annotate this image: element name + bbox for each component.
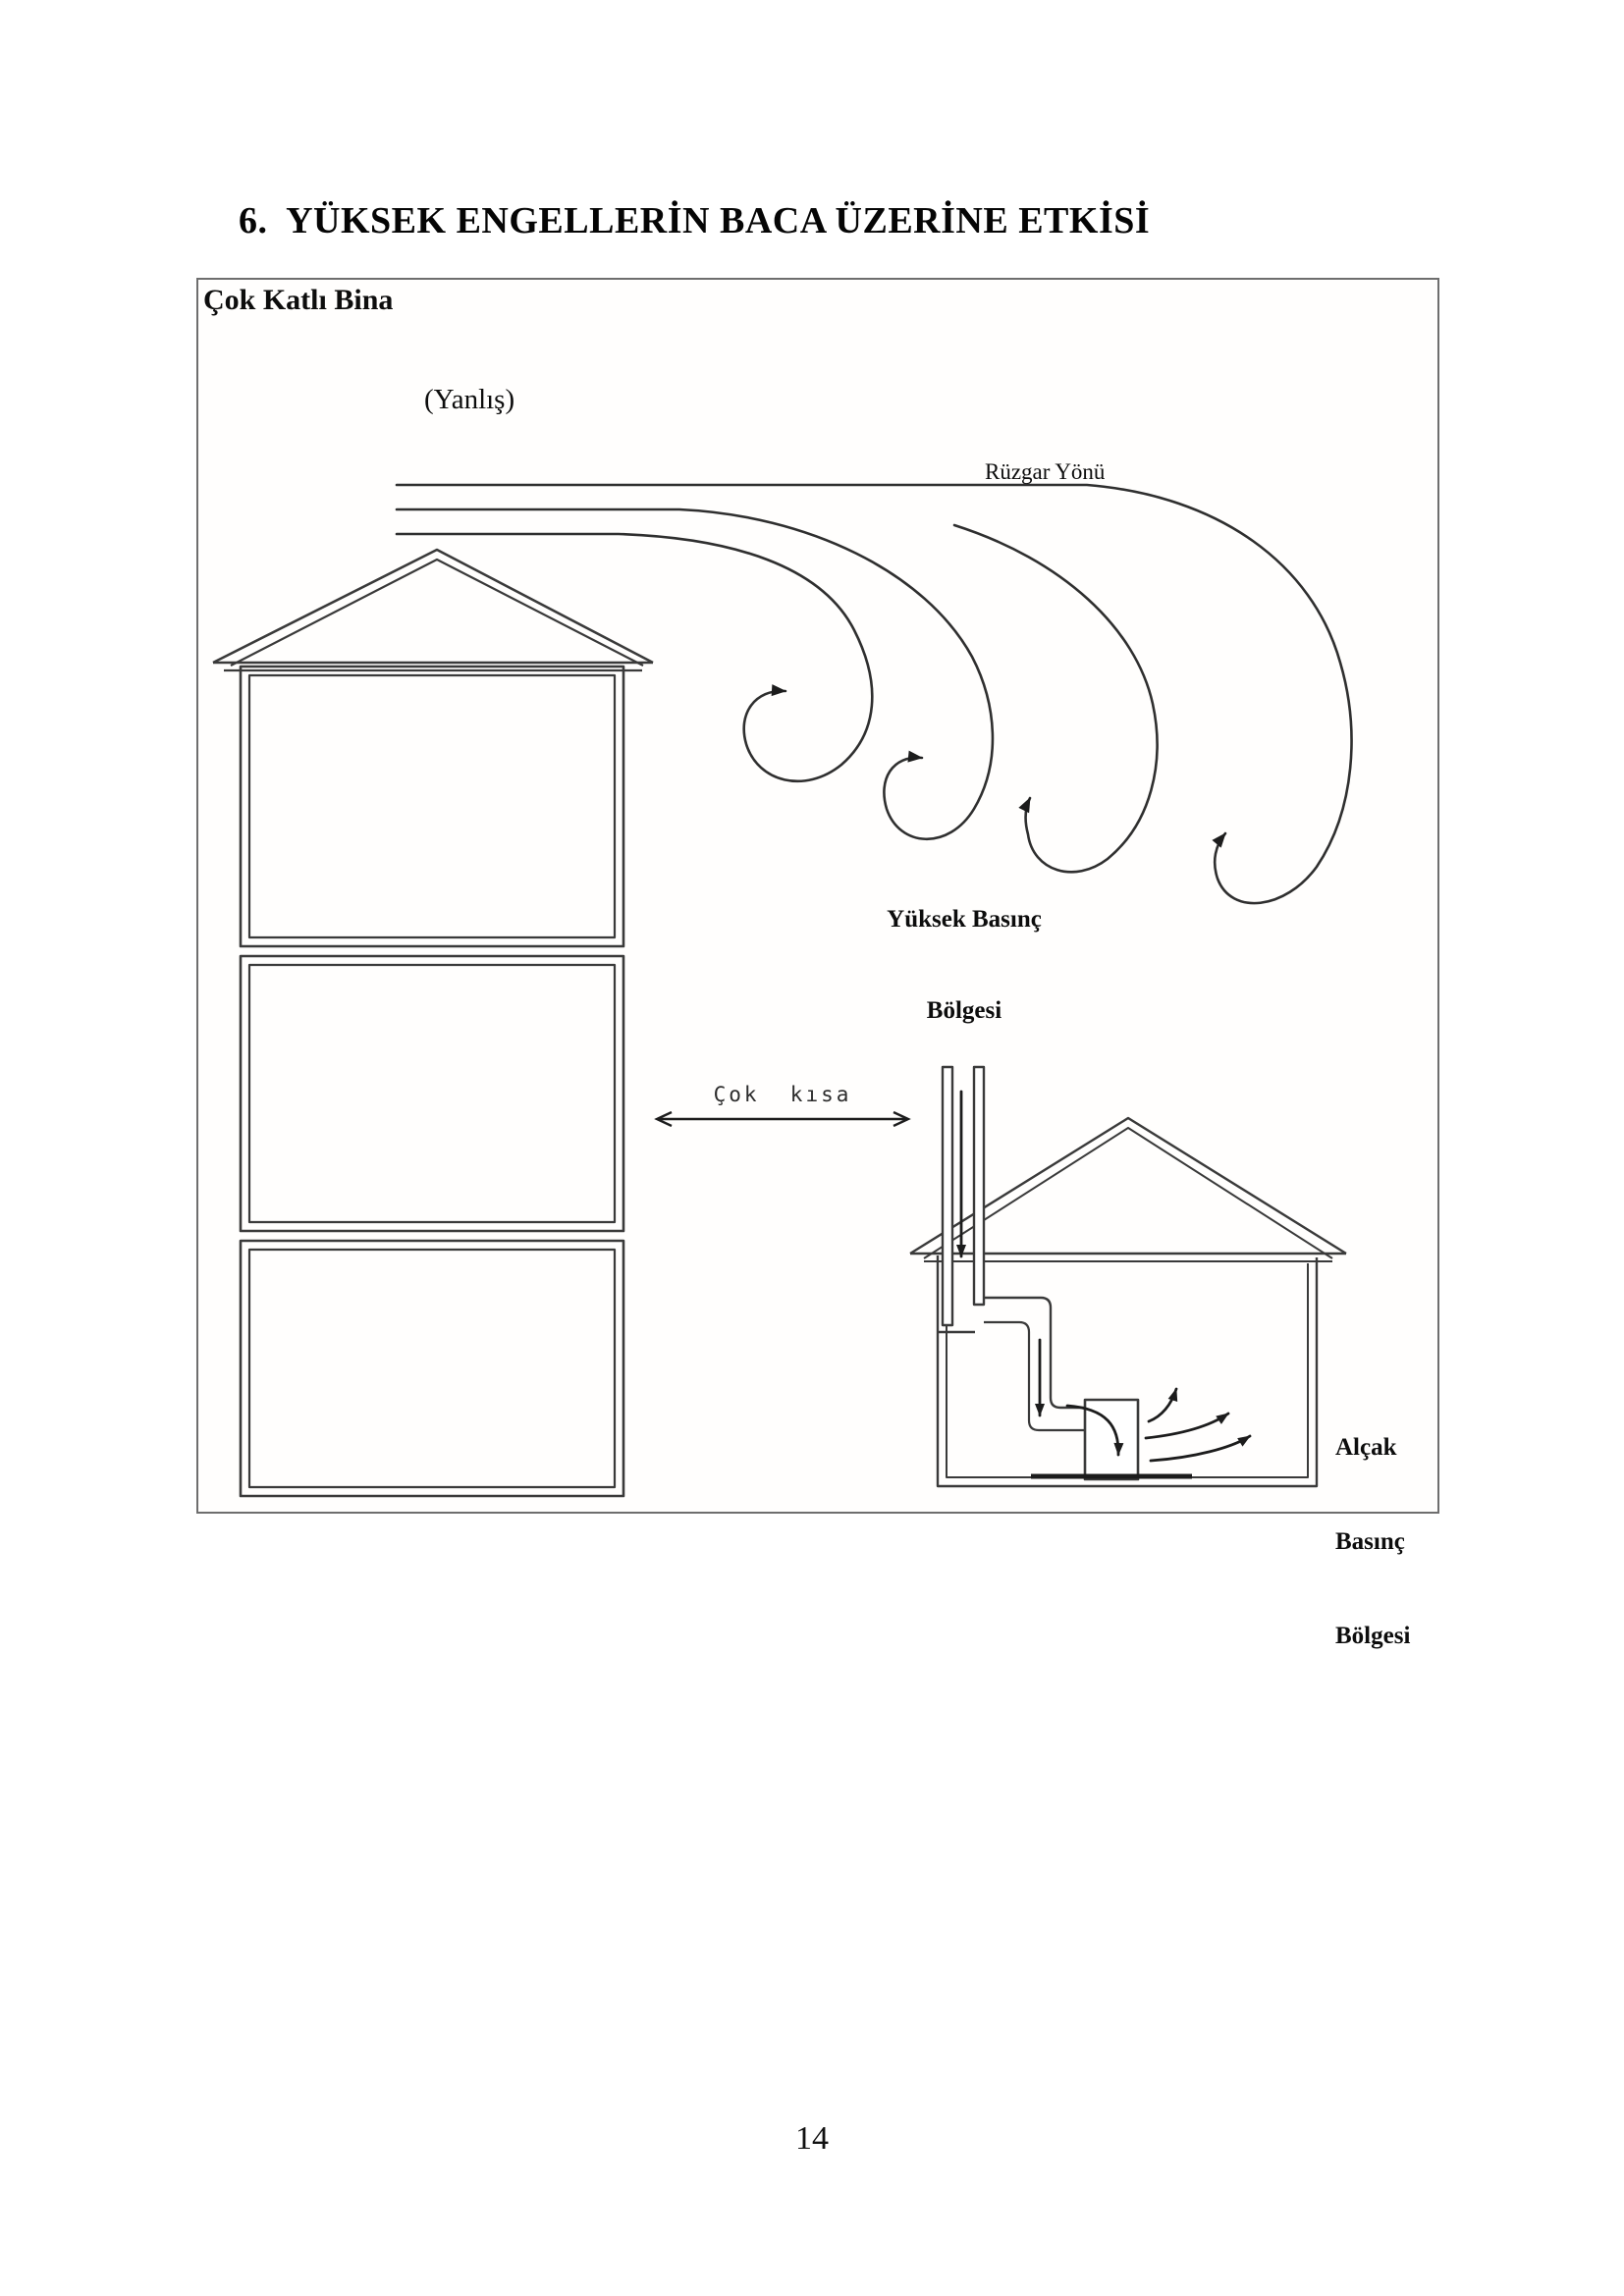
wind-line-curl-2 [397, 509, 993, 839]
multi-storey-building-label: Çok Katlı Bina [203, 284, 394, 316]
diagram-canvas [198, 280, 1437, 1512]
flue-duct [984, 1298, 1085, 1430]
wind-direction-label: Rüzgar Yönü [985, 459, 1106, 484]
low-pressure-line3: Bölgesi [1335, 1623, 1411, 1649]
room-arrow-3 [1151, 1436, 1250, 1461]
wrong-label: (Yanlış) [424, 384, 515, 415]
wind-streamlines [397, 485, 1351, 903]
tall-building-floor-1 [241, 667, 623, 946]
tall-building [213, 550, 653, 1496]
small-house [910, 1067, 1346, 1486]
page-number: 14 [795, 2120, 829, 2157]
page-title: 6. YÜKSEK ENGELLERİN BACA ÜZERİNE ETKİSİ [239, 200, 1151, 241]
too-short-label: Çok kısa [713, 1083, 852, 1106]
tall-building-floor-3 [241, 1241, 623, 1496]
tall-building-floor-2 [241, 956, 623, 1231]
high-pressure-line1: Yüksek Basınç [887, 906, 1042, 933]
room-arrow-1 [1149, 1389, 1176, 1421]
wind-line-curl-3 [397, 534, 872, 781]
figure-frame [196, 278, 1439, 1649]
high-pressure-line2: Bölgesi [926, 997, 1002, 1024]
tall-building-roof [213, 550, 653, 670]
high-pressure-zone-label [841, 843, 1087, 1087]
low-pressure-line2: Basınç [1335, 1528, 1405, 1555]
wind-line-curl-outer [397, 485, 1351, 903]
low-pressure-line1: Alçak [1335, 1434, 1397, 1461]
wind-curl-middle [954, 525, 1158, 872]
low-pressure-zone-label [1335, 1369, 1410, 1715]
